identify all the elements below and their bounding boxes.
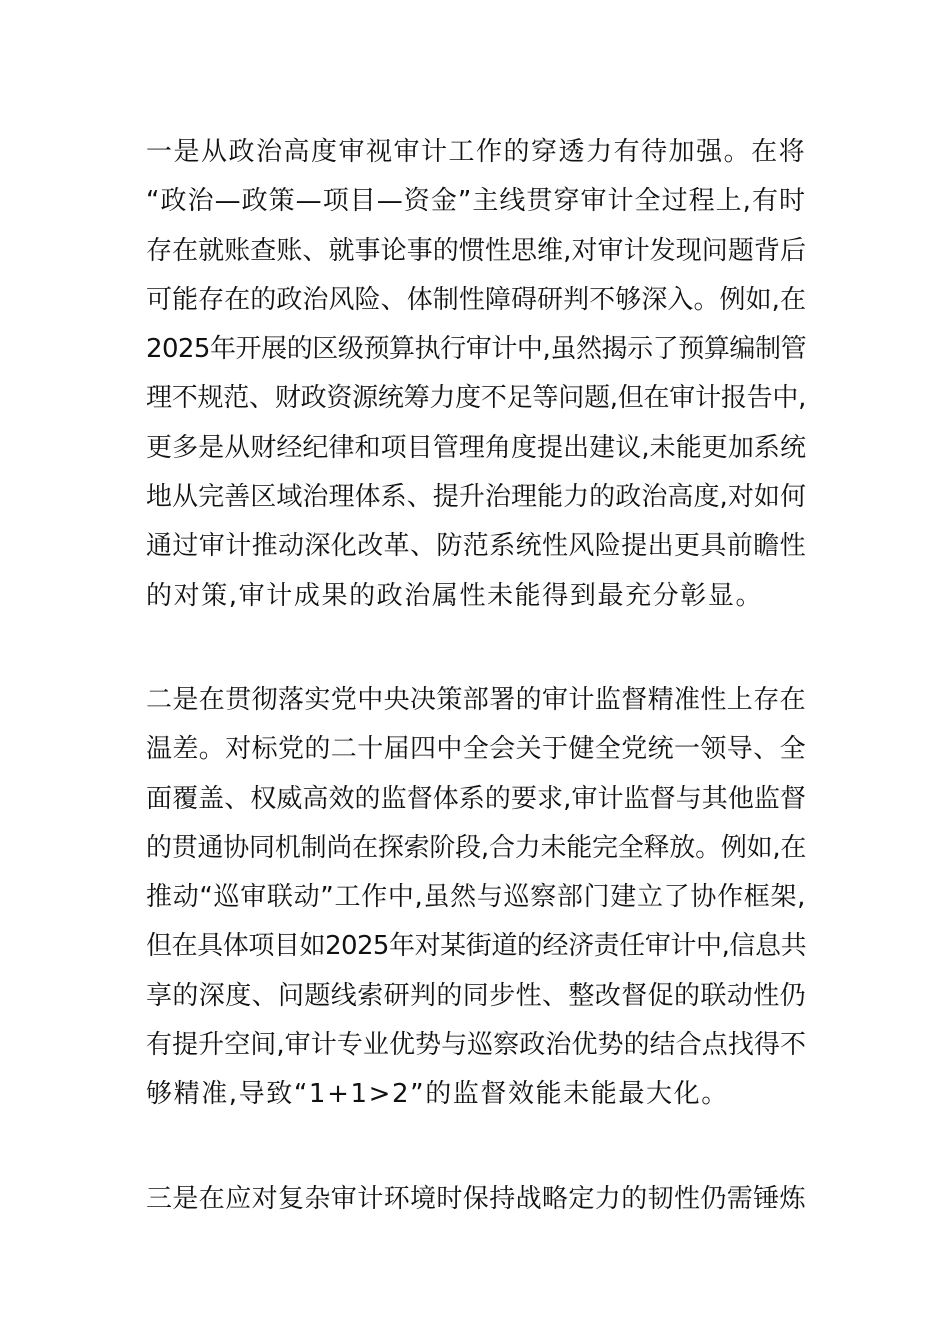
text-line: 的贯通协同机制尚在探索阶段,合力未能完全释放。例如,在 xyxy=(146,832,806,863)
text-line: 享的深度、问题线索研判的同步性、整改督促的联动性仍 xyxy=(146,980,807,1011)
text-line: 的对策,审计成果的政治属性未能得到最充分彰显。 xyxy=(146,580,764,611)
paragraph-3 xyxy=(146,1175,806,1224)
text-line: 二是在贯彻落实党中央决策部署的审计监督精准性上存在 xyxy=(146,685,807,715)
text-line: 但在具体项目如2025年对某街道的经济责任审计中,信息共 xyxy=(146,931,806,962)
paragraph-2 xyxy=(146,676,806,1120)
text-line: 温差。对标党的二十届四中全会关于健全党统一领导、全 xyxy=(146,734,807,765)
paragraph-1 xyxy=(146,128,806,621)
text-line: 理不规范、财政资源统筹力度不足等问题,但在审计报告中, xyxy=(146,383,806,414)
text-line: 面覆盖、权威高效的监督体系的要求,审计监督与其他监督 xyxy=(146,783,806,814)
text-line: 有提升空间,审计专业优势与巡察政治优势的结合点找得不 xyxy=(146,1030,806,1061)
text-line: 三是在应对复杂审计环境时保持战略定力的韧性仍需锤炼 xyxy=(146,1184,807,1214)
text-line: 存在就账查账、就事论事的惯性思维,对审计发现问题背后 xyxy=(146,235,806,266)
text-line: 通过审计推动深化改革、防范系统性风险提出更具前瞻性 xyxy=(146,531,807,562)
text-line: 可能存在的政治风险、体制性障碍研判不够深入。例如,在 xyxy=(146,284,806,315)
text-line: 2025年开展的区级预算执行审计中,虽然揭示了预算编制管 xyxy=(146,334,806,365)
text-line: 够精准,导致“1+1>2”的监督效能未能最大化。 xyxy=(146,1079,729,1110)
text-line: 一是从政治高度审视审计工作的穿透力有待加强。在将 xyxy=(146,137,806,167)
text-line: 推动“巡审联动”工作中,虽然与巡察部门建立了协作框架, xyxy=(146,882,806,913)
text-line: “政治—政策—项目—资金”主线贯穿审计全过程上,有时 xyxy=(146,186,806,217)
text-line: 地从完善区域治理体系、提升治理能力的政治高度,对如何 xyxy=(146,482,806,513)
text-line: 更多是从财经纪律和项目管理角度提出建议,未能更加系统 xyxy=(146,432,806,463)
